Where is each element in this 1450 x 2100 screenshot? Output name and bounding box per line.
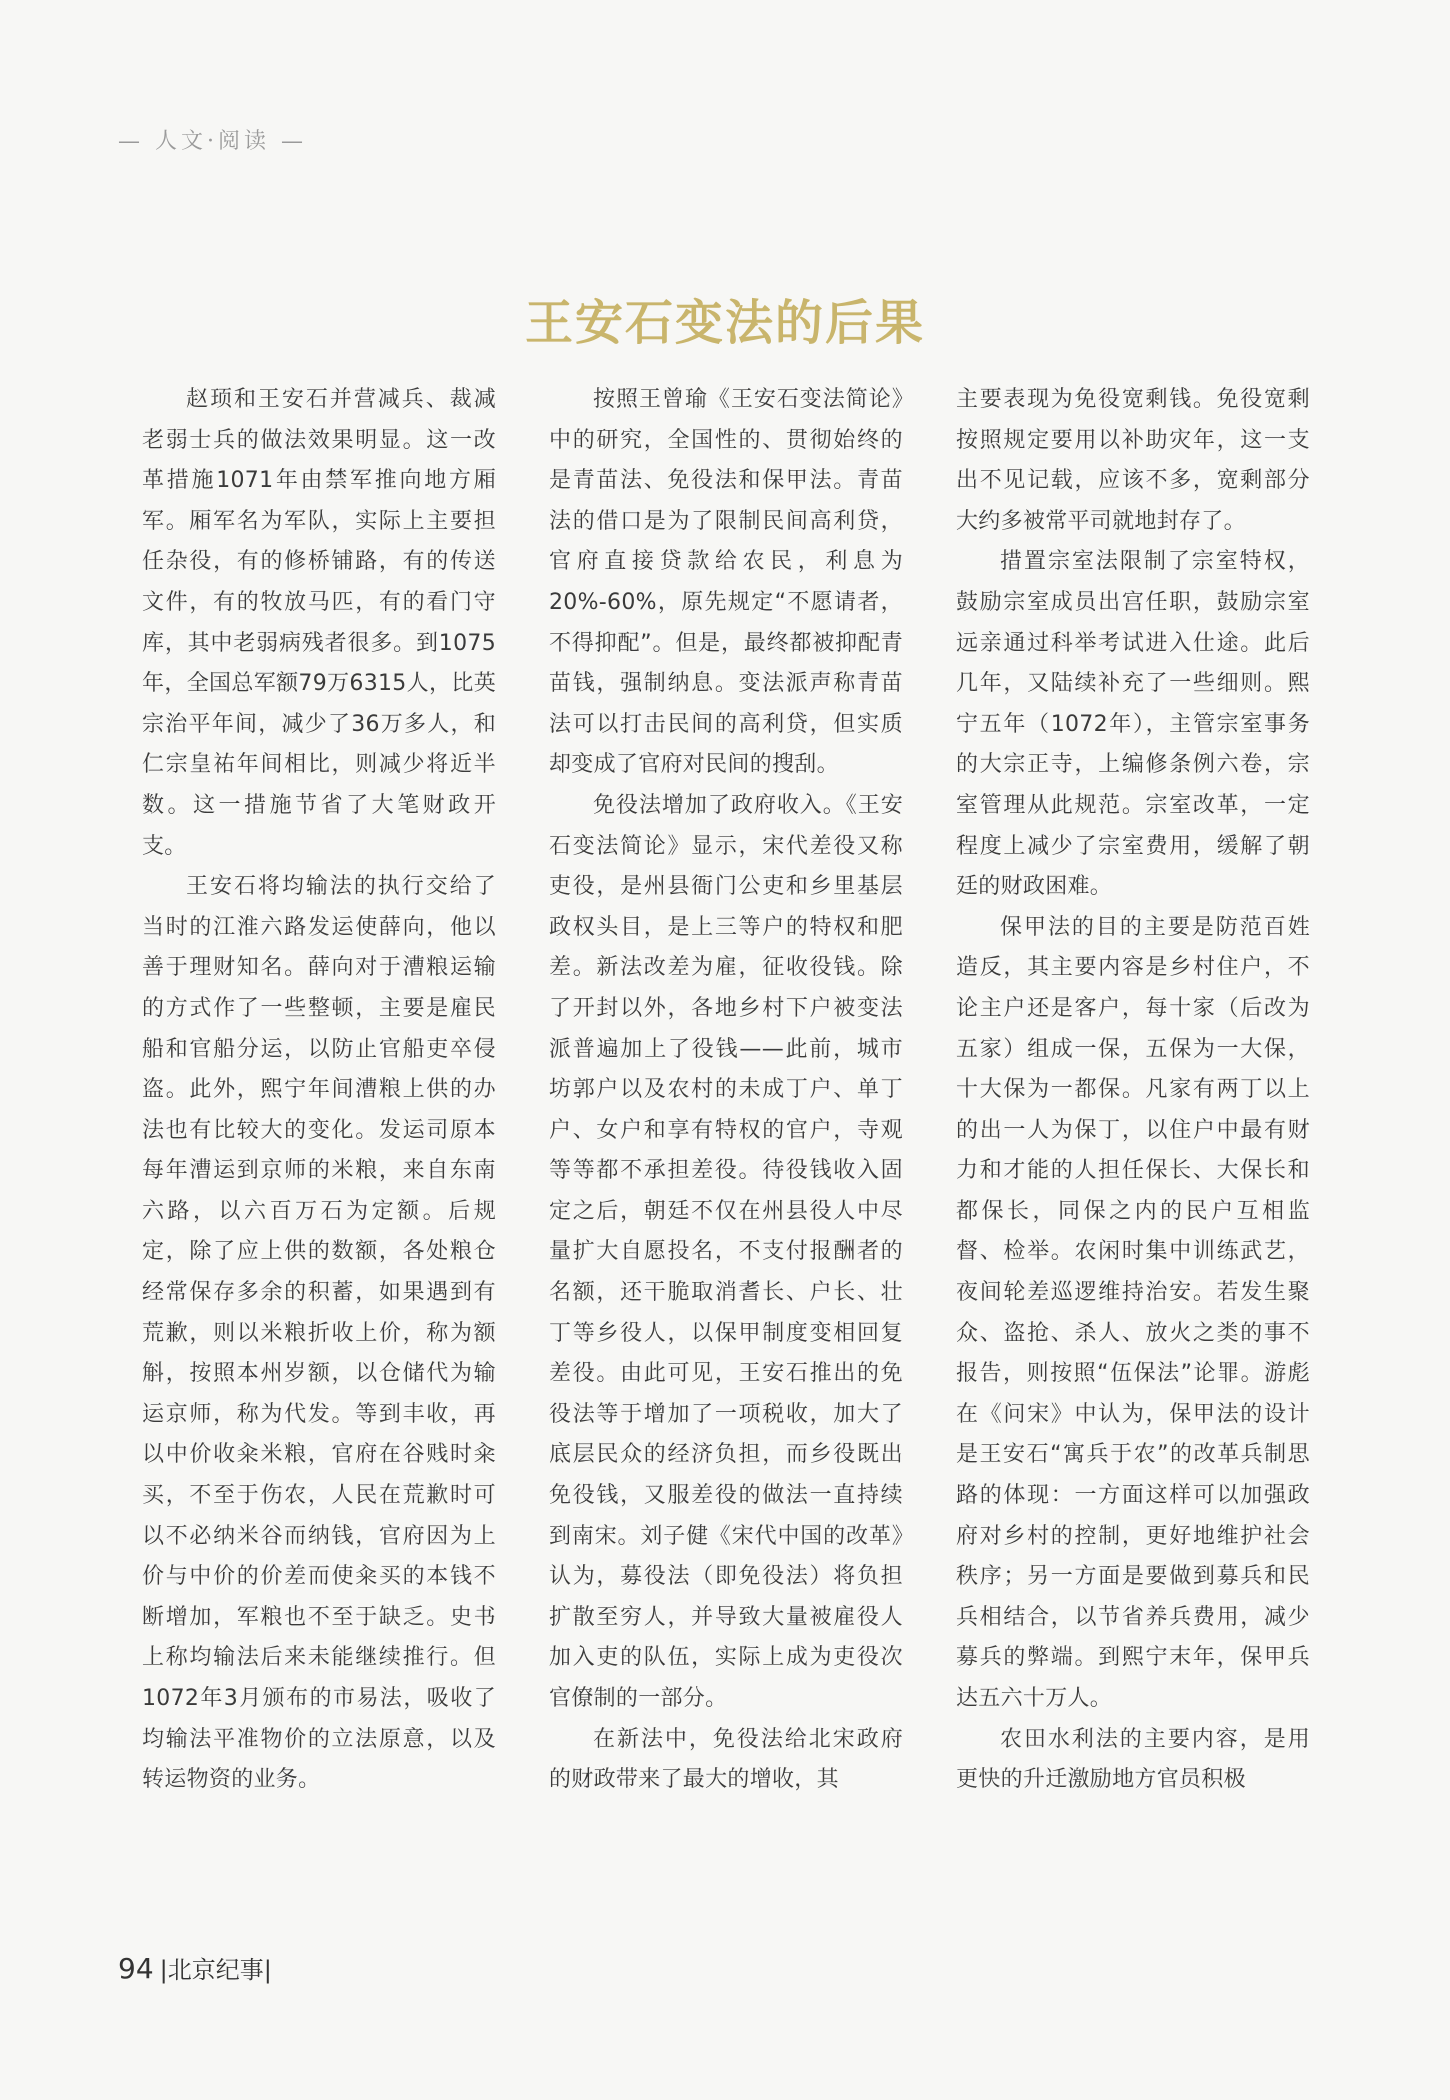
page-number: 94 — [118, 1952, 154, 1985]
article-title: 王安石变法的后果 — [524, 295, 925, 352]
column-3 — [956, 380, 1310, 1925]
section-label: — 人文·阅读 — — [118, 129, 307, 154]
paragraph: 保甲法的目的主要是防范百姓造反，其主要内容是乡村住户，不论主户还是客户，每十家（后改为五家）组成一保，五保为一大保，十大保为一都保。凡家有两丁以上的出一人为保丁，以住户中最有财力和才能的人担任保长、大保长和都保长，同保之内的民户互相监督、检举。农闲时集中训练武艺，夜间轮差巡逻维持治安。若发生聚众、盗抢、杀人、放火之类的事不报告，则按照“伍保法”论罪。游彪在《问宋》中认为，保甲法的设计是王安石“寓兵于农”的改革兵制思路的体现：一方面这样可以加强政府对乡村的控制，更好地维护社会秩序；另一方面是要做到募兵和民兵相结合，以节省养兵费用，减少募兵的弊端。到熙宁末年，保甲兵达五六十万人。 — [956, 914, 1310, 1711]
paragraph: 在新法中，免役法给北宋政府的财政带来了最大的增收，其 — [549, 1726, 903, 1793]
paragraph: 按照王曾瑜《王安石变法简论》中的研究，全国性的、贯彻始终的是青苗法、免役法和保甲法。青苗法的借口是为了限制民间高利贷，官府直接贷款给农民，利息为20%-60%，原先规定“不愿请者，不得抑配”。但是，最终都被抑配青苗钱，强制纳息。变法派声称青苗法可以打击民间的高利贷，但实质却变成了官府对民间的搜刮。 — [549, 387, 903, 778]
page-footer — [118, 1950, 272, 1985]
article-body — [142, 380, 1310, 1925]
paragraph: 赵顼和王安石并营减兵、裁减老弱士兵的做法效果明显。这一改革措施1071年由禁军推向地方厢军。厢军名为军队，实际上主要担任杂役，有的修桥铺路，有的传送文件，有的牧放马匹，有的看门守库，其中老弱病残者很多。到1075年，全国总军额79万6315人，比英宗治平年间，减少了36万多人，和仁宗皇祐年间相比，则减少将近半数。这一措施节省了大笔财政开支。 — [142, 387, 496, 859]
column-1 — [142, 380, 496, 1925]
paragraph: 王安石将均输法的执行交给了当时的江淮六路发运使薛向，他以善于理财知名。薛向对于漕粮运输的方式作了一些整顿，主要是雇民船和官船分运，以防止官船吏卒侵盗。此外，熙宁年间漕粮上供的办法也有比较大的变化。发运司原本每年漕运到京师的米粮，来自东南六路，以六百万石为定额。后规定，除了应上供的数额，各处粮仓经常保存多余的积蓄，如果遇到有荒歉，则以米粮折收上价，称为额斛，按照本州岁额，以仓储代为输运京师，称为代发。等到丰收，再以中价收籴米粮，官府在谷贱时籴买，不至于伤农，人民在荒歉时可以不必纳米谷而纳钱，官府因为上价与中价的价差而使籴买的本钱不断增加，军粮也不至于缺乏。史书上称均输法后来未能继续推行。但1072年3月颁布的市易法，吸收了均输法平准物价的立法原意，以及转运物资的业务。 — [142, 874, 496, 1793]
paragraph-continued: 主要表现为免役宽剩钱。免役宽剩按照规定要用以补助灾年，这一支出不见记载，应该不多，宽剩部分大约多被常平司就地封存了。 — [956, 387, 1310, 534]
paragraph: 措置宗室法限制了宗室特权，鼓励宗室成员出宫任职，鼓励宗室远亲通过科举考试进入仕途。此后几年，又陆续补充了一些细则。熙宁五年（1072年），主管宗室事务的大宗正寺，上编修条例六卷，宗室管理从此规范。宗室改革，一定程度上减少了宗室费用，缓解了朝廷的财政困难。 — [956, 549, 1310, 900]
column-2 — [549, 380, 903, 1925]
paragraph: 免役法增加了政府收入。《王安石变法简论》显示，宋代差役又称吏役，是州县衙门公吏和乡里基层政权头目，是上三等户的特权和肥差。新法改差为雇，征收役钱。除了开封以外，各地乡村下户被变法派普遍加上了役钱——此前，城市坊郭户以及农村的未成丁户、单丁户、女户和享有特权的官户，寺观等等都不承担差役。待役钱收入固定之后，朝廷不仅在州县役人中尽量扩大自愿投名，不支付报酬者的名额，还干脆取消耆长、户长、壮丁等乡役人，以保甲制度变相回复差役。由此可见，王安石推出的免役法等于增加了一项税收，加大了底层民众的经济负担，而乡役既出免役钱，又服差役的做法一直持续到南宋。刘子健《宋代中国的改革》认为，募役法（即免役法）将负担扩散至穷人，并导致大量被雇役人加入吏的队伍，实际上成为吏役次官僚制的一部分。 — [549, 792, 903, 1711]
paragraph: 农田水利法的主要内容，是用更快的升迁激励地方官员积极 — [956, 1726, 1310, 1793]
publication-name: |北京纪事| — [159, 1956, 272, 1984]
